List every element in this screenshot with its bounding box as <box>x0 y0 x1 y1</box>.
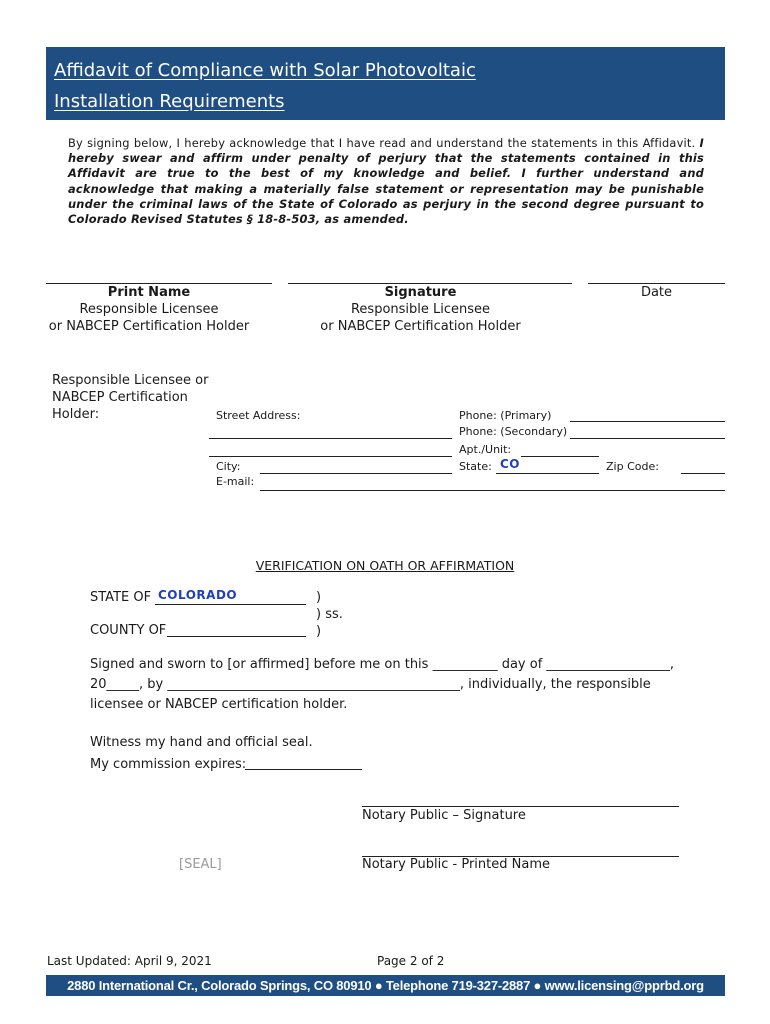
zip-code-label: Zip Code: <box>606 460 659 473</box>
witness-text: Witness my hand and official seal. <box>90 735 313 750</box>
signature-caption <box>288 284 553 335</box>
notary-printed-name-label: Notary Public - Printed Name <box>362 857 550 872</box>
street-address-field-2[interactable] <box>209 456 452 457</box>
page-number: Page 2 of 2 <box>377 954 445 968</box>
page-title-line2: Installation Requirements <box>54 91 285 112</box>
state-of-value: COLORADO <box>158 588 238 602</box>
last-updated: Last Updated: April 9, 2021 <box>47 954 212 968</box>
sworn-line-1: Signed and sworn to [or affirmed] before me on this __________ day of ___________________, <box>90 657 675 672</box>
email-label: E-mail: <box>216 475 255 488</box>
phone-secondary-label: Phone: (Secondary) <box>459 425 568 438</box>
zip-code-field[interactable] <box>681 473 725 474</box>
signature-sub1: Responsible Licensee <box>350 302 491 317</box>
print-name-title: Print Name <box>107 285 191 300</box>
commission-expires-field[interactable] <box>245 769 362 770</box>
perjury-statement: I hereby swear and affirm under penalty of perjury that the statements contained in this Affidavit are true to the best of my knowledge and belief. I further understand and acknowledge that making a materially false statement or representation may be punishable under the criminal laws of the State of Colorado as perjury in the second degree pursuant to Colorado Revised Statutes § 18-8-503, as amended. <box>68 136 704 227</box>
signature-title: Signature <box>384 285 457 300</box>
holder-label-line3: Holder: <box>52 407 100 422</box>
state-field-value: CO <box>500 457 521 471</box>
apt-unit-label: Apt./Unit: <box>459 443 512 456</box>
apt-unit-field[interactable] <box>521 456 599 457</box>
sworn-line-2: 20_____, by _____________________________________________, individually, the responsible <box>90 677 651 692</box>
state-of-label: STATE OF <box>90 590 152 605</box>
ss-label: ) ss. <box>316 607 343 622</box>
phone-primary-label: Phone: (Primary) <box>459 409 552 422</box>
state-label: State: <box>459 460 492 473</box>
notary-signature-label: Notary Public – Signature <box>362 808 526 823</box>
street-address-field[interactable] <box>209 438 452 439</box>
city-field[interactable] <box>260 473 452 474</box>
state-of-field[interactable] <box>155 604 306 605</box>
phone-primary-field[interactable] <box>570 421 725 422</box>
verification-heading: VERIFICATION ON OATH OR AFFIRMATION <box>255 558 515 573</box>
bracket-1: ) <box>316 590 322 605</box>
state-field[interactable] <box>496 473 599 474</box>
commission-label: My commission expires: <box>90 757 247 772</box>
street-address-label: Street Address: <box>216 409 301 422</box>
page-title-line1: Affidavit of Compliance with Solar Photovoltaic <box>54 60 476 81</box>
holder-label-line2: NABCEP Certification <box>52 390 188 405</box>
holder-label <box>52 372 208 423</box>
footer-contact-bar: 2880 International Cr., Colorado Springs, CO 80910 ● Telephone 719-327-2887 ● www.licensing@pprbd.org <box>46 975 725 996</box>
date-title: Date <box>640 285 673 300</box>
city-label: City: <box>216 460 241 473</box>
county-of-field[interactable] <box>167 636 306 637</box>
phone-secondary-field[interactable] <box>570 438 725 439</box>
print-name-caption <box>46 284 252 335</box>
email-field[interactable] <box>260 490 725 491</box>
print-name-sub2: or NABCEP Certification Holder <box>48 319 250 334</box>
county-of-label: COUNTY OF <box>90 623 167 638</box>
print-name-sub1: Responsible Licensee <box>79 302 219 317</box>
acknowledgment-text: By signing below, I hereby acknowledge that I have read and understand the statements in this Affidavit. <box>68 136 696 150</box>
seal-placeholder: [SEAL] <box>179 857 222 872</box>
signature-sub2: or NABCEP Certification Holder <box>320 319 521 334</box>
holder-label-line1: Responsible Licensee or <box>52 373 209 388</box>
affidavit-statement <box>68 136 704 227</box>
title-banner <box>46 47 725 120</box>
sworn-line-3: licensee or NABCEP certification holder. <box>90 697 348 712</box>
date-caption <box>588 284 725 301</box>
bracket-3: ) <box>316 624 322 639</box>
sworn-statement <box>90 655 690 715</box>
